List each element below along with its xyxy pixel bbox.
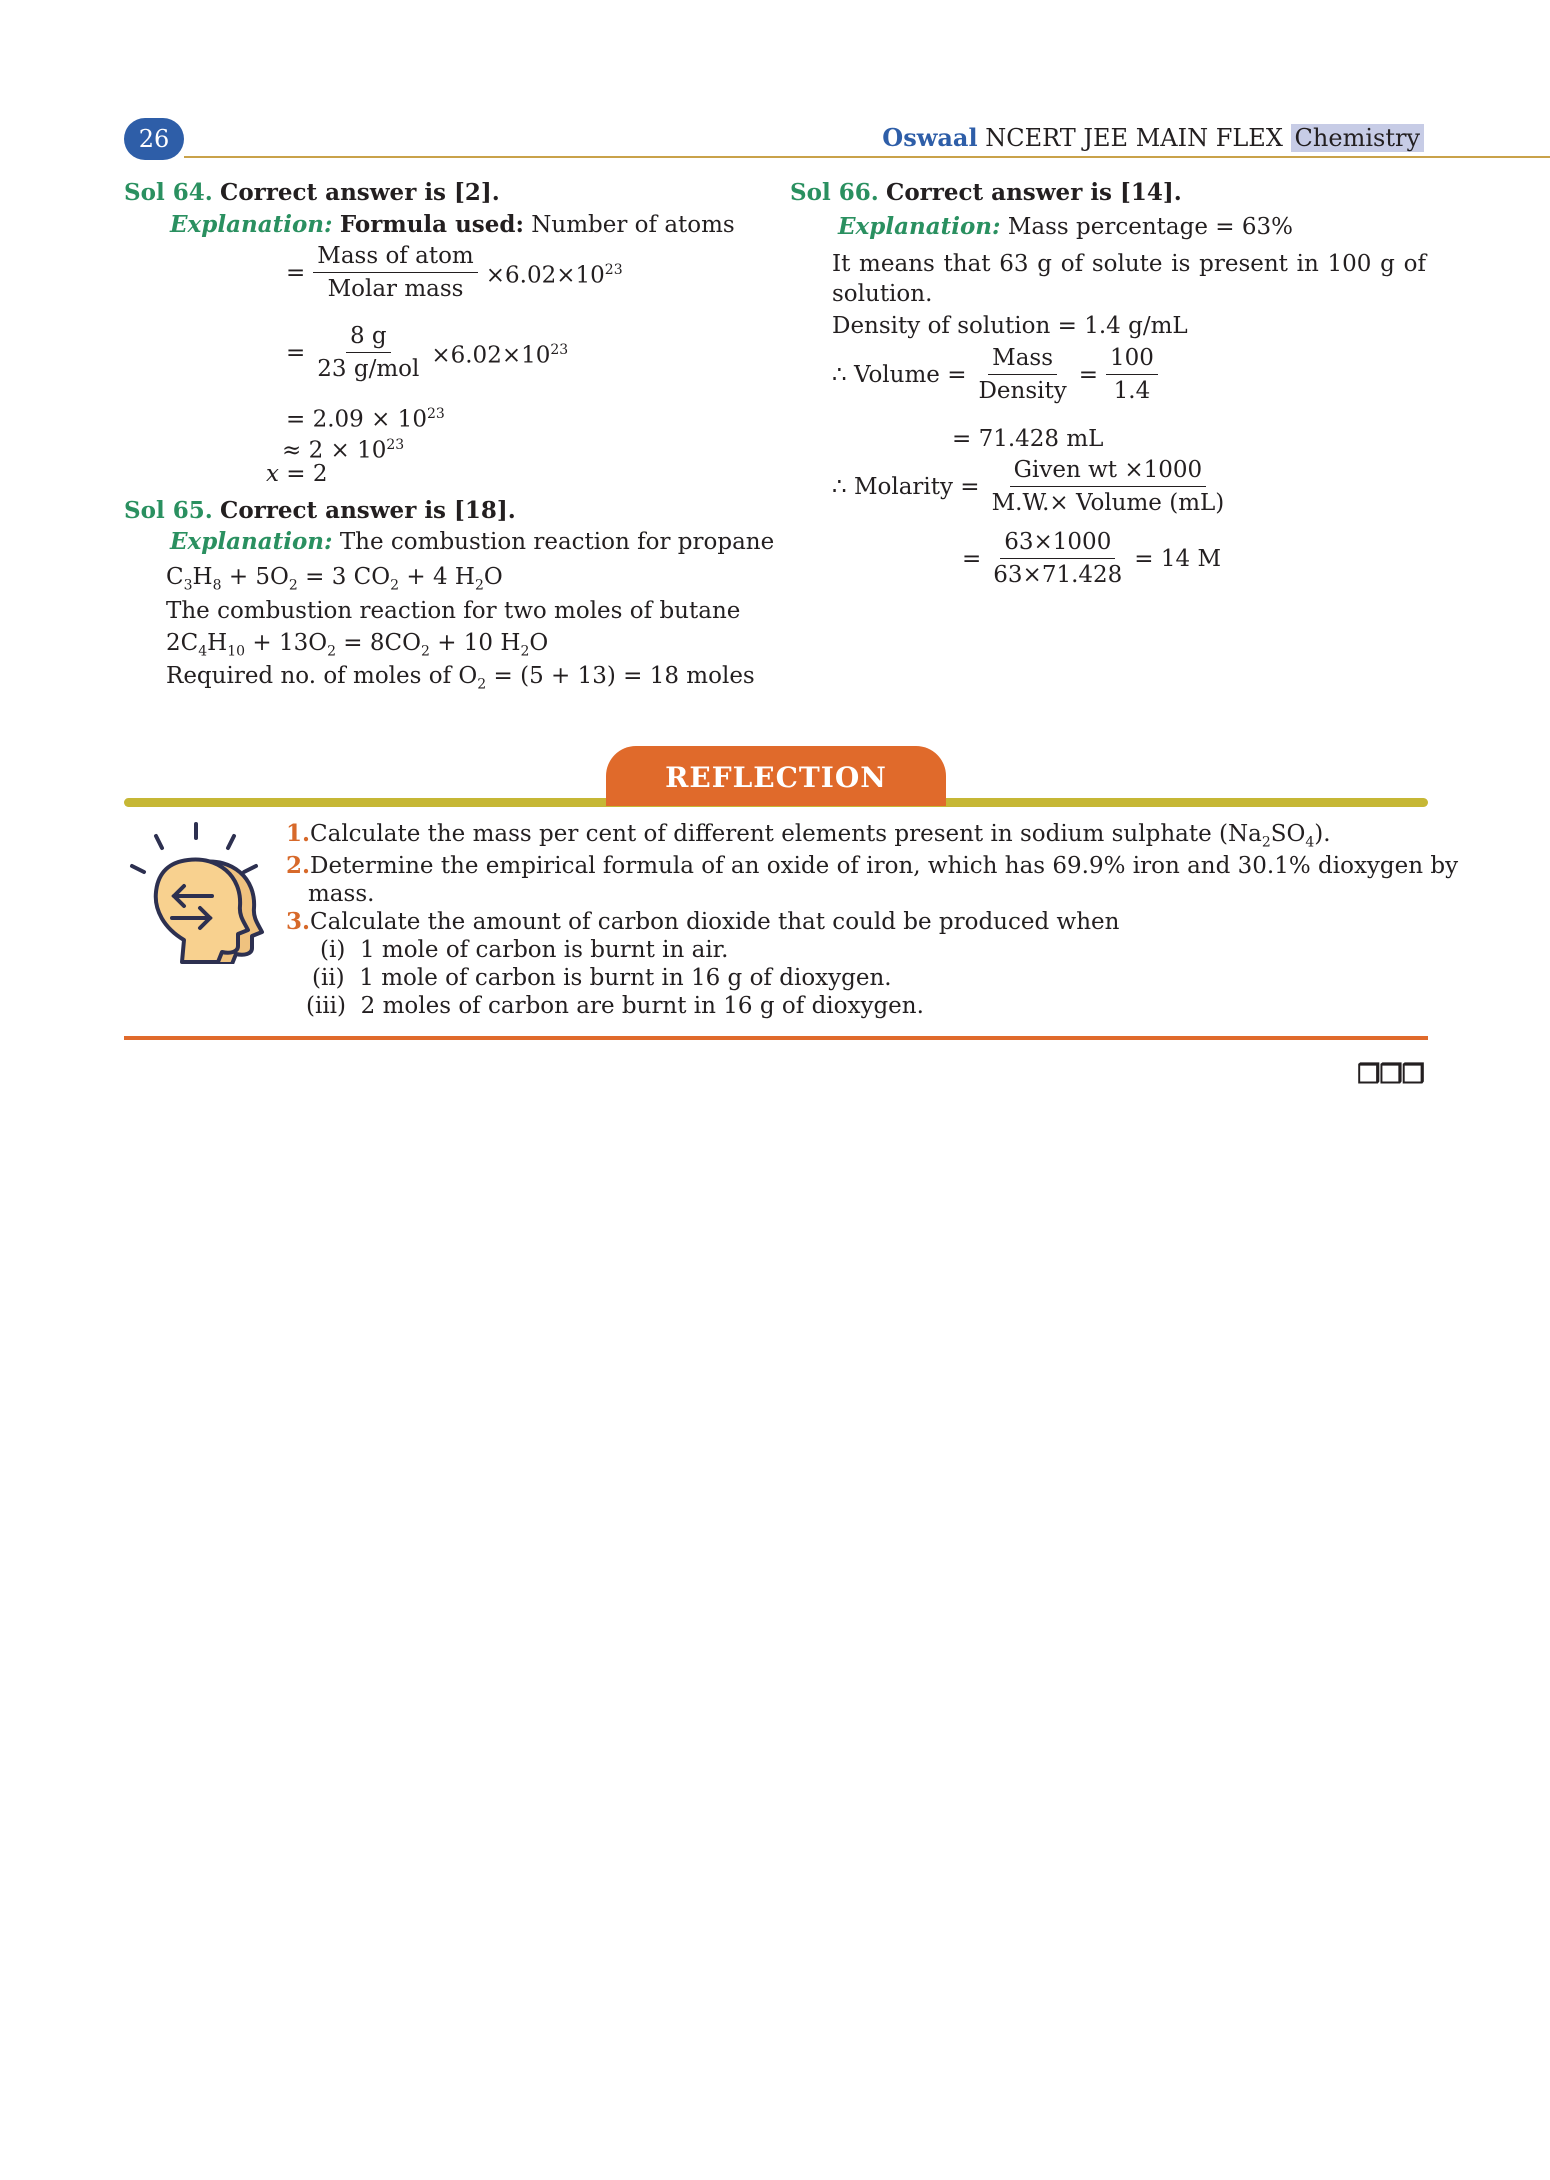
fraction: $\frac{8 g}{\text{23 g/mol}}$ [317,323,420,382]
sol65-heading [124,496,516,526]
running-header [882,121,1424,155]
sol66-label: Sol 66. [790,179,879,206]
sol66-heading [790,178,1182,208]
sol66-line-1b: solution. [832,281,933,307]
molarity-result: = $\frac{63\times 1000}{63\times 71.428}$ = 14 M [962,529,1222,588]
header-subject: Chemistry [1291,124,1424,152]
formula-label: Formula used: [339,211,524,238]
explanation-label: Explanation: [170,528,333,555]
sol66-line-2: Density of solution = 1.4 g/mL [832,313,1188,339]
molarity-equation: ∴ Molarity = $\frac{\text{Given wt ×1000}}{\text{M.W.× Volume (mL)}}$ [832,456,1228,517]
sol64-answer: Correct answer is [2]. [220,179,500,206]
explanation-label: Explanation: [838,213,1001,240]
explanation-text: Mass percentage = 63% [1007,214,1293,240]
sol64-equation-2: = $\frac{8 g}{\text{23 g/mol}}$ $\times 6.02\times 10^{23}$ [286,323,569,382]
sol65-text-3: Required no. of moles of $O_2 = (5 + 13) = 18$ moles [166,663,755,693]
reflection-question-3-ii: (ii) 1 mole of carbon is burnt in 16 g of dioxygen. [312,965,892,991]
header-brand: Oswaal [882,123,978,152]
thinking-head-icon [124,814,274,964]
page-number: 26 [124,118,184,160]
sol64-explanation [170,210,735,240]
explanation-text: The combustion reaction for propane [339,529,775,555]
reflection-question-3-iii: (iii) 2 moles of carbon are burnt in 16 g of dioxygen. [306,993,924,1019]
sol66-answer: Correct answer is [14]. [886,179,1182,206]
volume-result: = 71.428 mL [952,426,1104,452]
reflection-question-2b: mass. [308,881,375,907]
bottom-rule [124,1036,1428,1040]
sol64-heading [124,178,500,208]
sol66-line-1: It means that 63 g of solute is present in 100 g of [832,251,1426,277]
sol65-answer: Correct answer is [18]. [220,497,516,524]
sol64-label: Sol 64. [124,179,213,206]
volume-equation: ∴ Volume = $\frac{\text{Mass}}{\text{Density}}$ = $\frac{100}{1.4}$ [832,344,1158,405]
sol65-text-2: The combustion reaction for two moles of butane [166,598,741,624]
propane-equation: $C_3H_8 + 5O_2 = 3$ $CO_2 + 4$ $H_2O$ [166,564,503,594]
header-series: NCERT JEE MAIN FLEX [985,124,1283,152]
reflection-question-3-i: (i) 1 mole of carbon is burnt in air. [320,937,729,963]
fraction: $\frac{\text{Mass of atom}}{\text{Molar mass}}$ [313,242,477,303]
sol64-equation-1: = $\frac{\text{Mass of atom}}{\text{Molar mass}}$ $\times 6.02\times 10^{23}$ [286,243,623,302]
sol64-equation-3: = $2.09 \times 10^{23}$ [286,406,445,433]
sol64-equation-5: x = 2 [266,461,328,487]
explanation-label: Explanation: [170,211,333,238]
fraction: $\frac{\text{Mass}}{\text{Density}}$ [978,345,1067,404]
butane-equation: $2C_4H_{10} + 13O_2 = 8CO_2 + 10$ $H_2O$ [166,630,549,660]
sol64-equation-4: ≈ $2 \times 10^{23}$ [282,437,405,464]
reflection-title: REFLECTION [606,746,946,806]
fraction: $\frac{\text{Given wt ×1000}}{\text{M.W.× Volume (mL)}}$ [991,457,1225,516]
header-rule [184,156,1550,158]
reflection-question-3: 3.Calculate the amount of carbon dioxide that could be produced when [286,908,1120,935]
sol65-explanation [170,527,774,557]
fraction: $\frac{100}{1.4}$ [1106,344,1158,405]
formula-text: Number of atoms [531,212,735,238]
fraction: $\frac{63\times 1000}{63\times 71.428}$ [993,529,1123,588]
sol65-label: Sol 65. [124,497,213,524]
sol66-explanation [838,212,1293,242]
reflection-question-1: 1.Calculate the mass per cent of different elements present in sodium sulphate $(Na_2SO_4)$. [286,820,1331,851]
reflection-question-2: 2.Determine the empirical formula of an oxide of iron, which has 69.9% iron and 30.1% dioxygen by [286,852,1459,879]
end-of-chapter-marks: ❒❒❒ [1357,1060,1424,1090]
